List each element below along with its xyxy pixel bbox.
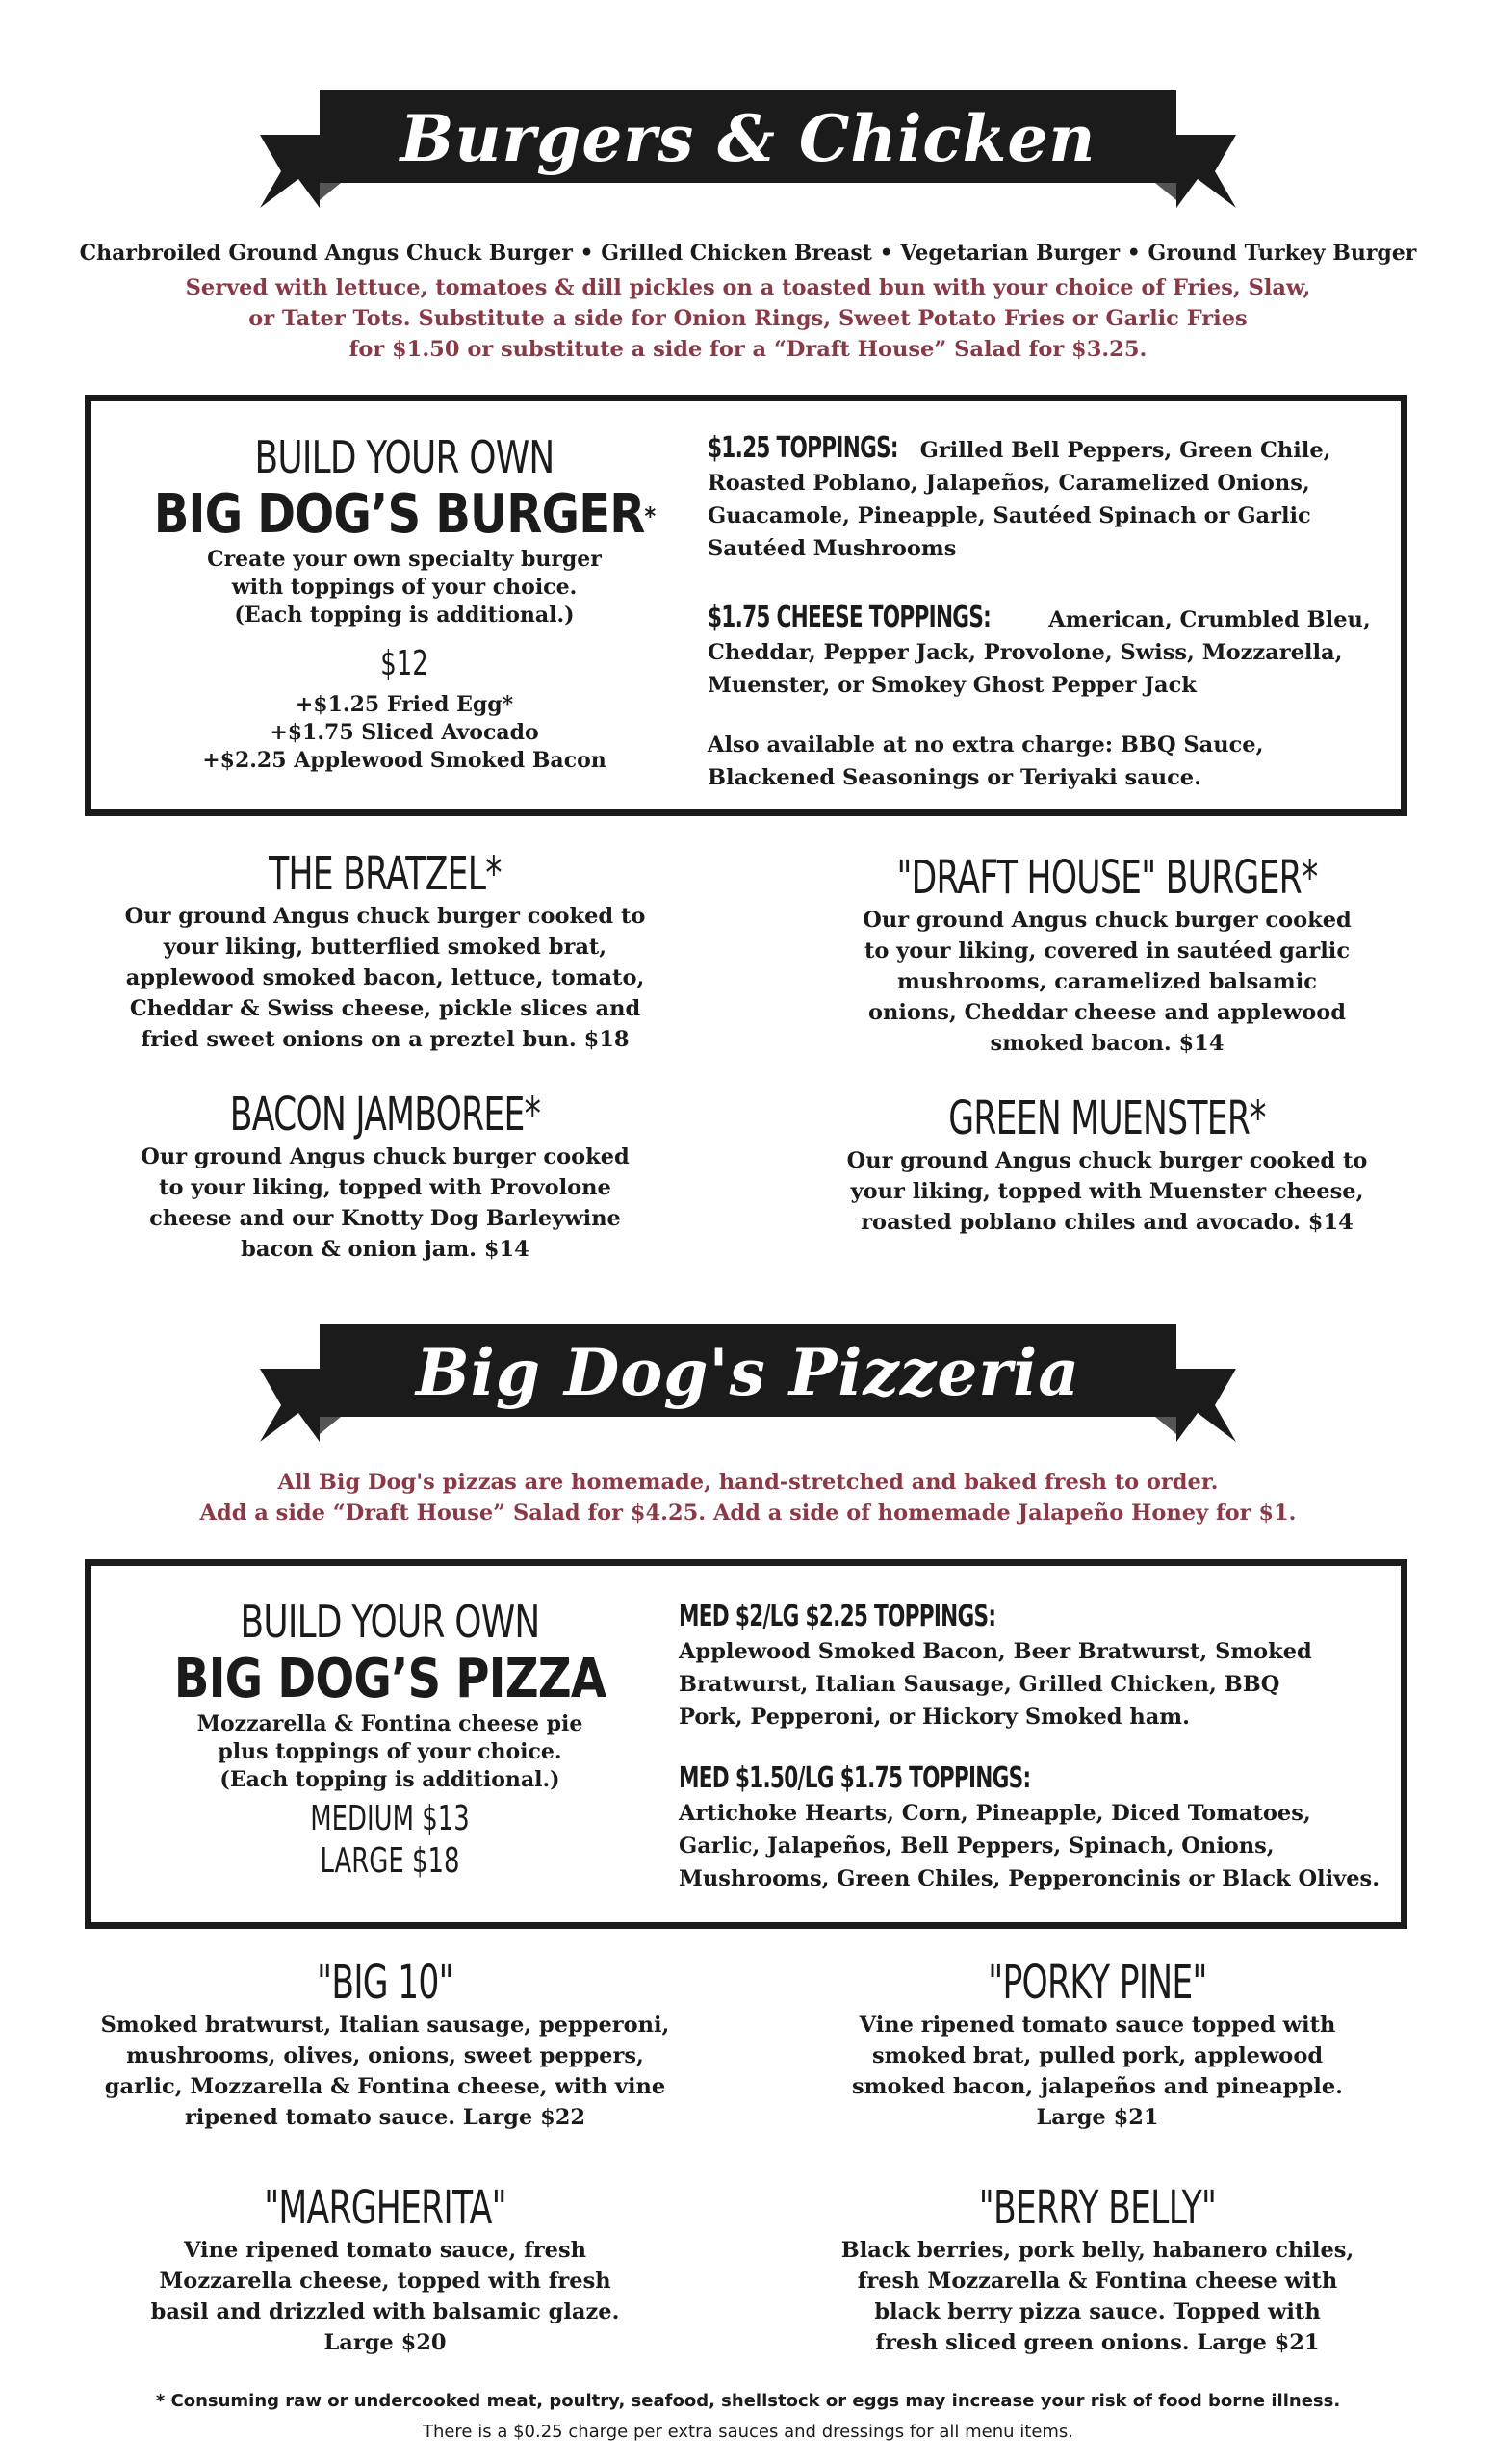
byo-pizza-heading-big: BIG DOG’S PIZZA: [173, 1648, 606, 1710]
byo-burger-desc-3: (Each topping is additional.): [234, 603, 575, 628]
protein-options: Charbroiled Ground Angus Chuck Burger • Grilled Chicken Breast • Vegetarian Burger • Ground Turkey Burger: [79, 241, 1417, 266]
byo-burger-addon-2: +$1.75 Sliced Avocado: [270, 720, 539, 745]
menu-item-bratzel: THE BRATZEL* Our ground Angus chuck burger cooked to your liking, butterflied smoked brat, applewood smoked bacon, lettuce, tomato, Cheddar & Swiss cheese, pickle slices and fried sweet onions on a preztel bun. $18: [124, 847, 646, 1052]
byo-pizza-price-medium: MEDIUM $13: [310, 1799, 470, 1838]
byo-burger-left: [91, 430, 717, 775]
item-title: "MARGHERITA": [264, 2181, 506, 2235]
byo-pizza-heading-small: BUILD YOUR OWN: [240, 1596, 540, 1648]
extra-sauce-charge-note: There is a $0.25 charge per extra sauces and dressings for all menu items.: [422, 2422, 1074, 2442]
served-with-line-1: Served with lettuce, tomatoes & dill pickles on a toasted bun with your choice of Fries, Slaw,: [185, 275, 1311, 300]
pizza-premium-toppings: MED $2/LG $2.25 TOPPINGS: Applewood Smoked Bacon, Beer Bratwurst, Smoked Bratwurst, Italian Sausage, Grilled Chicken, BBQ Pork, Pepperoni, or Hickory Smoked ham.: [679, 1600, 1312, 1730]
served-with-line-3: for $1.50 or substitute a side for a “Draft House” Salad for $3.25.: [348, 337, 1148, 362]
byo-pizza-desc-3: (Each topping is additional.): [219, 1767, 560, 1792]
burger-toppings-label: $1.25 TOPPINGS:: [708, 431, 898, 465]
pizza-tier2-label: MED $1.50/LG $1.75 TOPPINGS:: [679, 1761, 1031, 1795]
burgers-banner: [260, 79, 1236, 214]
item-title: "BIG 10": [317, 1956, 453, 2010]
menu-item-berry-belly: "BERRY BELLY" Black berries, pork belly, habanero chiles, fresh Mozzarella & Fontina cheese with black berry pizza sauce. Topped with fresh sliced green onions. Large $21: [840, 2181, 1354, 2355]
byo-pizza-desc-2: plus toppings of your choice.: [218, 1739, 562, 1764]
menu-item-big-10: "BIG 10" Smoked bratwurst, Italian sausage, pepperoni, mushrooms, olives, onions, sweet peppers, garlic, Mozzarella & Fontina cheese, with vine ripened tomato sauce. Large $22: [100, 1956, 670, 2130]
pizzeria-banner: [260, 1313, 1236, 1448]
item-title: GREEN MUENSTER*: [948, 1091, 1266, 1145]
build-your-own-pizza-box: [85, 1559, 1407, 1929]
build-your-own-burger-box: [85, 395, 1407, 816]
item-title: "BERRY BELLY": [978, 2181, 1217, 2235]
served-with-line-2: or Tater Tots. Substitute a side for Onion Rings, Sweet Potato Fries or Garlic Fries: [248, 306, 1248, 331]
pizza-intro-line-1: All Big Dog's pizzas are homemade, hand-stretched and baked fresh to order.: [277, 1470, 1219, 1495]
byo-burger-heading-small: BUILD YOUR OWN: [254, 431, 555, 483]
raw-food-disclaimer: * Consuming raw or undercooked meat, poultry, seafood, shellstock or eggs may increase your risk of food borne illness.: [155, 2391, 1341, 2411]
byo-burger-addon-3: +$2.25 Applewood Smoked Bacon: [202, 748, 606, 773]
menu-item-porky-pine: "PORKY PINE" Vine ripened tomato sauce topped with smoked brat, pulled pork, applewood smoked bacon, jalapeños and pineapple. Large $21: [852, 1956, 1343, 2130]
burgers-banner-title: Burgers & Chicken: [400, 101, 1096, 176]
byo-burger-heading-big: BIG DOG’S BURGER*: [153, 483, 656, 546]
byo-pizza-desc-1: Mozzarella & Fontina cheese pie: [196, 1711, 583, 1736]
byo-burger-desc-2: with toppings of your choice.: [231, 575, 578, 600]
menu-item-bacon-jamboree: BACON JAMBOREE* Our ground Angus chuck burger cooked to your liking, topped with Provolone cheese and our Knotty Dog Barleywine bacon & onion jam. $14: [141, 1088, 630, 1262]
pizza-intro-line-2: Add a side “Draft House” Salad for $4.25. Add a side of homemade Jalapeño Honey for $1.: [199, 1501, 1297, 1526]
byo-burger-price: $12: [380, 644, 428, 683]
item-title: "PORKY PINE": [988, 1956, 1207, 2010]
menu-item-margherita: "MARGHERITA" Vine ripened tomato sauce, fresh Mozzarella cheese, topped with fresh basil and drizzled with balsamic glaze. Large $20: [150, 2181, 620, 2355]
menu-item-green-muenster: GREEN MUENSTER* Our ground Angus chuck burger cooked to your liking, topped with Muenster cheese, roasted poblano chiles and avocado. $14: [846, 1091, 1368, 1235]
byo-pizza-left: [91, 1595, 688, 1883]
burger-cheese-toppings: $1.75 CHEESE TOPPINGS: American, Crumbled Bleu, Cheddar, Pepper Jack, Provolone, Swiss, Mozzarella, Muenster, or Smokey Ghost Pepper Jack: [708, 601, 1371, 698]
pizza-tier1-label: MED $2/LG $2.25 TOPPINGS:: [679, 1600, 996, 1633]
pizzeria-banner-title: Big Dog's Pizzeria: [416, 1335, 1080, 1410]
item-title: "DRAFT HOUSE" BURGER*: [896, 851, 1318, 905]
menu-item-draft-house-burger: "DRAFT HOUSE" BURGER* Our ground Angus chuck burger cooked to your liking, covered in sautéed garlic mushrooms, caramelized balsamic onions, Cheddar cheese and applewood smoked bacon. $14: [863, 851, 1352, 1056]
byo-pizza-price-large: LARGE $18: [320, 1841, 460, 1881]
item-title: THE BRATZEL*: [269, 847, 502, 901]
item-title: BACON JAMBOREE*: [229, 1088, 541, 1142]
byo-burger-desc-1: Create your own specialty burger: [207, 547, 602, 572]
byo-burger-addon-1: +$1.25 Fried Egg*: [295, 692, 514, 717]
burger-free-extras: Also available at no extra charge: BBQ Sauce, Blackened Seasonings or Teriyaki sauce.: [708, 732, 1264, 790]
burger-cheese-label: $1.75 CHEESE TOPPINGS:: [708, 601, 992, 634]
burger-toppings: $1.25 TOPPINGS: Grilled Bell Peppers, Green Chile, Roasted Poblano, Jalapeños, Caramelized Onions, Guacamole, Pineapple, Sautéed Spinach or Garlic Sautéed Mushrooms: [708, 431, 1331, 561]
pizza-standard-toppings: MED $1.50/LG $1.75 TOPPINGS: Artichoke Hearts, Corn, Pineapple, Diced Tomatoes, Garlic, Jalapeños, Bell Peppers, Spinach, Onions, Mushrooms, Green Chiles, Pepperoncinis or Black Olives.: [679, 1761, 1380, 1891]
